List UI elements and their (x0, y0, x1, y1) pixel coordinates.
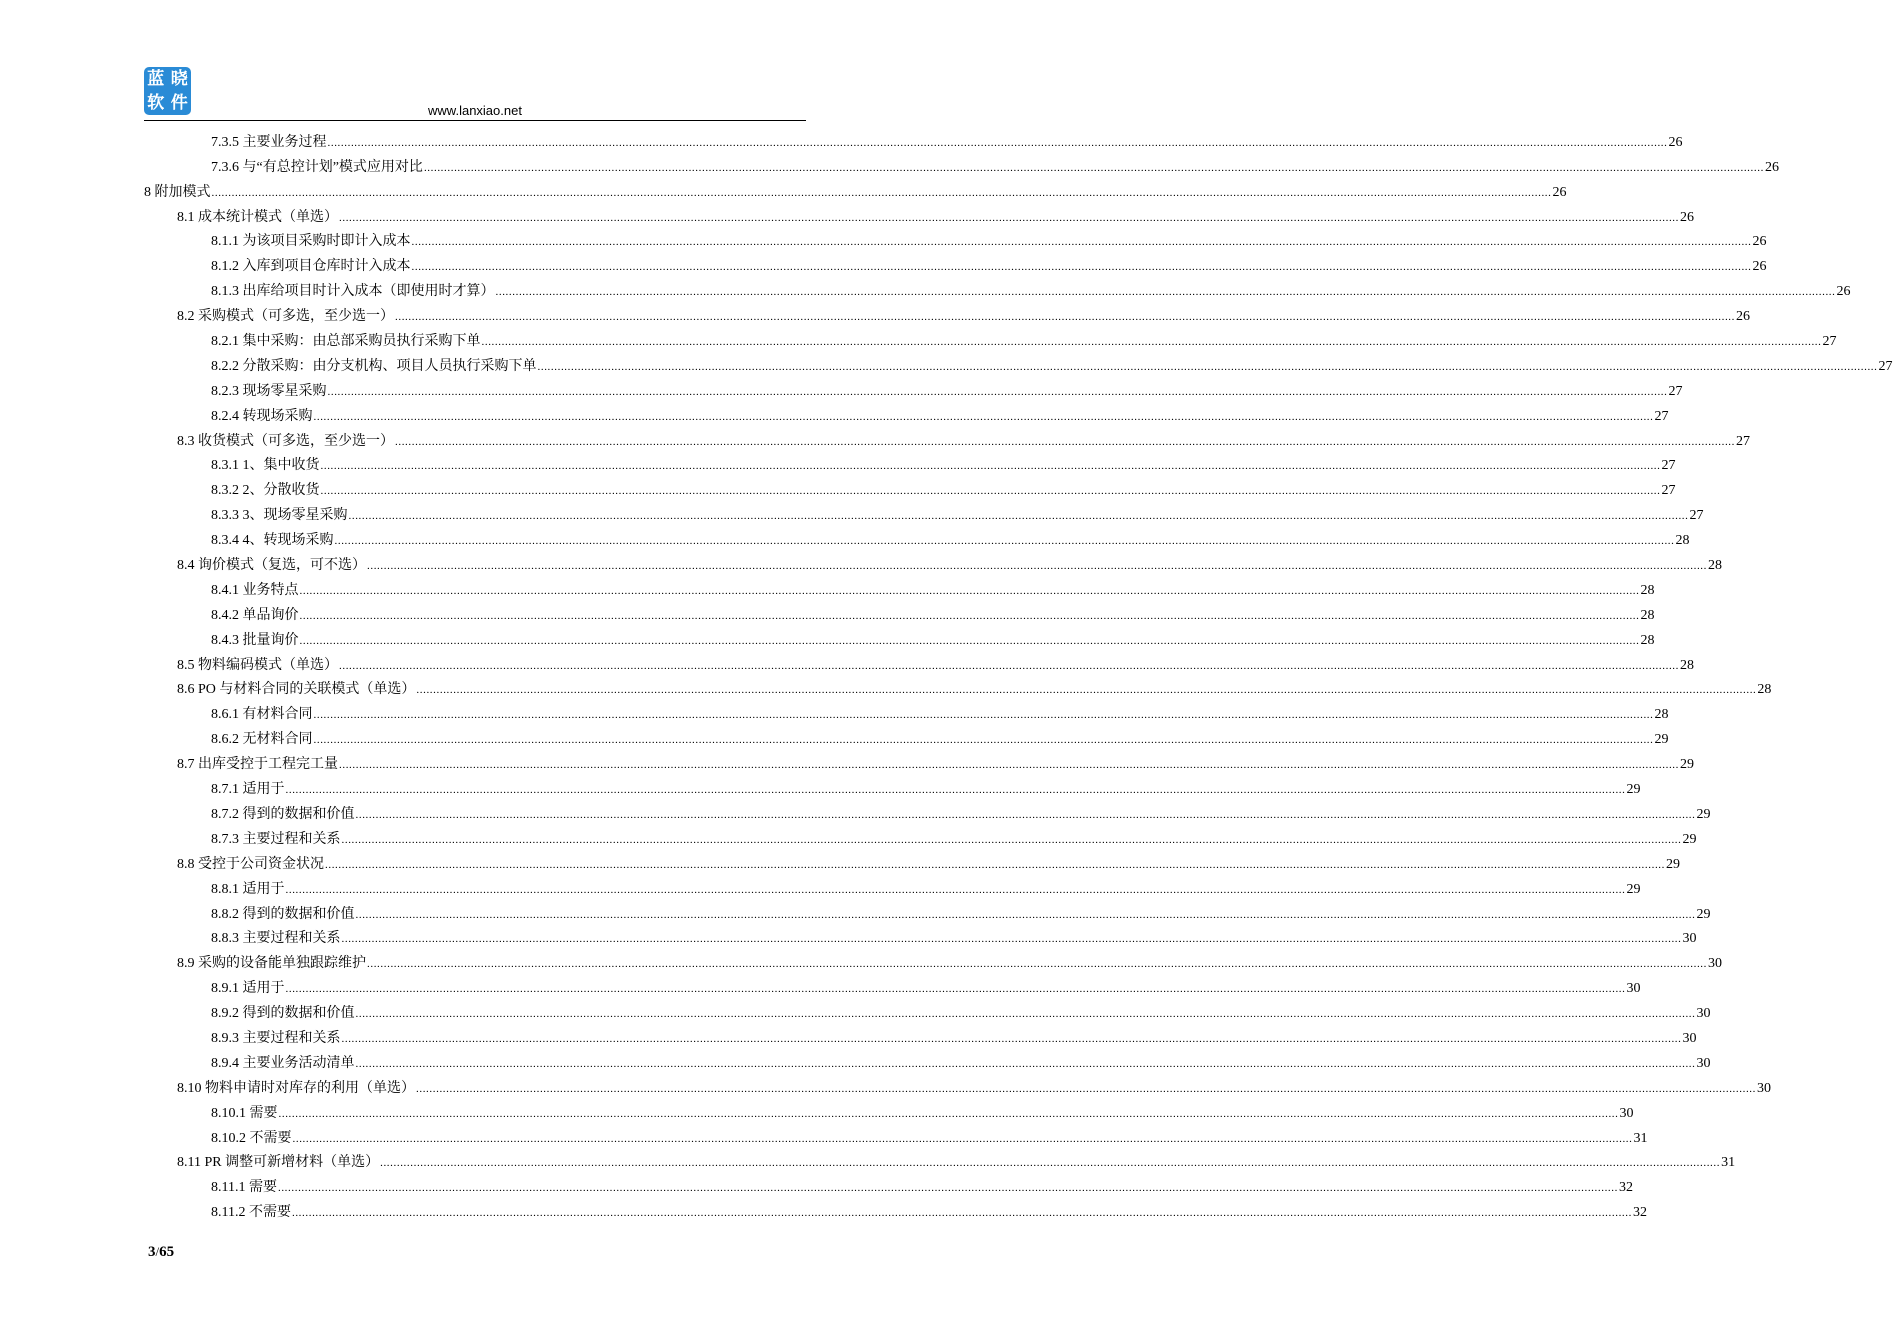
toc-entry-page: 27 (1661, 483, 1676, 499)
toc-entry-title: 7.3.5 主要业务过程 (211, 134, 327, 150)
toc-dot-leader: ................................................................................................................................................................................................................................................................................................................................................................................................................ (416, 1082, 1756, 1095)
toc-entry-page: 28 (1680, 657, 1694, 673)
toc-dot-leader: ................................................................................................................................................................................................................................................................................................................................................................................................................ (313, 734, 1654, 747)
toc-entry-title: 8.9.3 主要过程和关系 (211, 1030, 341, 1046)
toc-entry-page: 28 (1757, 682, 1772, 698)
toc-entry[interactable] (144, 973, 1641, 998)
toc-entry-page: 29 (1654, 732, 1669, 748)
toc-entry[interactable] (144, 227, 1767, 252)
toc-dot-leader: ................................................................................................................................................................................................................................................................................................................................................................................................................ (278, 1107, 1619, 1120)
page-number (148, 1244, 174, 1261)
toc-dot-leader: ................................................................................................................................................................................................................................................................................................................................................................................................................ (325, 858, 1665, 871)
toc-entry[interactable] (144, 1172, 1633, 1197)
toc-dot-leader: ................................................................................................................................................................................................................................................................................................................................................................................................................ (339, 659, 1679, 672)
toc-dot-leader: ................................................................................................................................................................................................................................................................................................................................................................................................................ (367, 958, 1707, 971)
toc-dot-leader: ................................................................................................................................................................................................................................................................................................................................................................................................................ (411, 261, 1752, 274)
toc-entry-page: 29 (1626, 881, 1641, 897)
toc-entry-page: 32 (1618, 1180, 1633, 1196)
toc-entry[interactable] (144, 351, 1893, 376)
toc-entry-page: 29 (1682, 831, 1697, 847)
toc-entry[interactable] (144, 799, 1711, 824)
toc-entry[interactable] (144, 824, 1697, 849)
toc-entry-page: 29 (1680, 757, 1694, 773)
toc-entry-page: 30 (1696, 1006, 1711, 1022)
toc-dot-leader: ................................................................................................................................................................................................................................................................................................................................................................................................................ (395, 435, 1735, 448)
toc-entry-page: 26 (1552, 184, 1567, 200)
toc-dot-leader: ................................................................................................................................................................................................................................................................................................................................................................................................................ (320, 460, 1661, 473)
toc-entry-page: 30 (1619, 1105, 1634, 1121)
toc-dot-leader: ................................................................................................................................................................................................................................................................................................................................................................................................................ (423, 161, 1764, 174)
toc-dot-leader: ................................................................................................................................................................................................................................................................................................................................................................................................................ (313, 410, 1654, 423)
toc-dot-leader: ................................................................................................................................................................................................................................................................................................................................................................................................................ (299, 609, 1640, 622)
toc-entry[interactable] (144, 251, 1767, 276)
toc-entry-title: 8.1.2 入库到项目仓库时计入成本 (211, 259, 411, 275)
toc-entry-page: 29 (1666, 856, 1680, 872)
toc-dot-leader: ................................................................................................................................................................................................................................................................................................................................................................................................................ (339, 759, 1679, 772)
toc-entry-page: 26 (1752, 234, 1767, 250)
toc-entry[interactable] (144, 1197, 1647, 1222)
toc-dot-leader: ................................................................................................................................................................................................................................................................................................................................................................................................................ (277, 1182, 1618, 1195)
toc-dot-leader: ................................................................................................................................................................................................................................................................................................................................................................................................................ (537, 360, 1878, 373)
toc-entry[interactable] (144, 152, 1779, 177)
toc-dot-leader: ................................................................................................................................................................................................................................................................................................................................................................................................................ (481, 336, 1822, 349)
toc-dot-leader: ................................................................................................................................................................................................................................................................................................................................................................................................................ (341, 833, 1682, 846)
toc-entry-page: 28 (1640, 632, 1655, 648)
toc-entry-page: 30 (1626, 981, 1641, 997)
toc-entry-page: 28 (1654, 707, 1669, 723)
toc-entry-title: 8.1.1 为该项目采购时即计入成本 (211, 234, 411, 250)
toc-entry[interactable] (144, 177, 1567, 202)
toc-entry-title: 8.2.3 现场零星采购 (211, 383, 327, 399)
current-page: 3 (148, 1244, 156, 1260)
toc-entry-title: 8.3.2 2、分散收货 (211, 483, 320, 499)
toc-entry-page: 32 (1632, 1205, 1647, 1221)
toc-entry-title: 8.3.3 3、现场零星采购 (211, 508, 348, 524)
toc-entry-title: 8.5 物料编码模式（单选） (177, 657, 338, 673)
toc-dot-leader: ................................................................................................................................................................................................................................................................................................................................................................................................................ (313, 709, 1654, 722)
toc-dot-leader: ................................................................................................................................................................................................................................................................................................................................................................................................................ (355, 908, 1696, 921)
toc-entry-title: 8.8.2 得到的数据和价值 (211, 906, 355, 922)
toc-dot-leader: ................................................................................................................................................................................................................................................................................................................................................................................................................ (355, 808, 1696, 821)
toc-entry-title: 8.7.3 主要过程和关系 (211, 831, 341, 847)
toc-entry[interactable] (144, 625, 1655, 650)
toc-entry-page: 30 (1708, 956, 1722, 972)
toc-entry[interactable] (144, 376, 1683, 401)
toc-entry-title: 8.7 出库受控于工程完工量 (177, 757, 338, 773)
toc-entry[interactable] (144, 724, 1669, 749)
toc-entry[interactable] (144, 1123, 1648, 1148)
toc-entry-page: 28 (1675, 533, 1690, 549)
toc-entry-page: 27 (1736, 433, 1750, 449)
toc-entry-page: 29 (1696, 906, 1711, 922)
toc-entry-title: 7.3.6 与“有总控计划”模式应用对比 (211, 159, 423, 175)
toc-dot-leader: ................................................................................................................................................................................................................................................................................................................................................................................................................ (285, 883, 1626, 896)
toc-entry-page: 27 (1822, 334, 1837, 350)
toc-entry[interactable] (144, 276, 1851, 301)
toc-entry-page: 26 (1764, 159, 1779, 175)
page-separator: / (155, 1244, 160, 1259)
toc-entry[interactable] (144, 675, 1772, 700)
toc-dot-leader: ................................................................................................................................................................................................................................................................................................................................................................................................................ (367, 560, 1707, 573)
toc-dot-leader: ................................................................................................................................................................................................................................................................................................................................................................................................................ (495, 286, 1836, 299)
toc-entry-page: 28 (1708, 558, 1722, 574)
toc-dot-leader: ................................................................................................................................................................................................................................................................................................................................................................................................................ (285, 784, 1626, 797)
toc-entry-title: 8.11.1 需要 (211, 1180, 277, 1196)
toc-entry-page: 27 (1654, 408, 1669, 424)
toc-entry[interactable] (144, 451, 1676, 476)
toc-dot-leader: ................................................................................................................................................................................................................................................................................................................................................................................................................ (299, 634, 1640, 647)
toc-dot-leader: ................................................................................................................................................................................................................................................................................................................................................................................................................ (411, 236, 1752, 249)
toc-entry-page: 30 (1757, 1080, 1771, 1096)
toc-entry-page: 29 (1626, 782, 1641, 798)
toc-entry-title: 8.1 成本统计模式（单选） (177, 209, 338, 225)
toc-entry[interactable] (144, 550, 1722, 575)
toc-dot-leader: ................................................................................................................................................................................................................................................................................................................................................................................................................ (348, 510, 1689, 523)
toc-entry-title: 8.7.2 得到的数据和价值 (211, 806, 355, 822)
toc-entry-page: 26 (1836, 284, 1851, 300)
toc-dot-leader: ................................................................................................................................................................................................................................................................................................................................................................................................................ (355, 1057, 1696, 1070)
toc-dot-leader: ................................................................................................................................................................................................................................................................................................................................................................................................................ (211, 186, 1552, 199)
toc-entry-title: 8.8 受控于公司资金状况 (177, 856, 324, 872)
toc-entry[interactable] (144, 874, 1641, 899)
toc-entry-title: 8.7.1 适用于 (211, 782, 285, 798)
toc-dot-leader: ................................................................................................................................................................................................................................................................................................................................................................................................................ (327, 385, 1668, 398)
toc-entry[interactable] (144, 1048, 1711, 1073)
toc-dot-leader: ................................................................................................................................................................................................................................................................................................................................................................................................................ (416, 684, 1757, 697)
toc-entry[interactable] (144, 500, 1704, 525)
toc-entry[interactable] (144, 774, 1641, 799)
toc-entry[interactable] (144, 998, 1711, 1023)
toc-dot-leader: ................................................................................................................................................................................................................................................................................................................................................................................................................ (292, 1132, 1633, 1145)
toc-entry-title: 8.8.1 适用于 (211, 881, 285, 897)
toc-dot-leader: ................................................................................................................................................................................................................................................................................................................................................................................................................ (327, 136, 1668, 149)
table-of-contents (144, 127, 1893, 1222)
toc-entry-title: 8.3 收货模式（可多选，至少选一） (177, 433, 394, 449)
toc-dot-leader: ................................................................................................................................................................................................................................................................................................................................................................................................................ (299, 584, 1640, 597)
toc-entry[interactable] (144, 650, 1694, 675)
toc-entry-title: 8.6 PO 与材料合同的关联模式（单选） (177, 682, 416, 698)
toc-entry[interactable] (144, 1148, 1736, 1173)
toc-entry-page: 28 (1640, 607, 1655, 623)
toc-entry-title: 8.2.1 集中采购：由总部采购员执行采购下单 (211, 334, 481, 350)
toc-entry[interactable] (144, 948, 1722, 973)
toc-entry-title: 8.8.3 主要过程和关系 (211, 931, 341, 947)
logo-char: 软 (147, 93, 165, 113)
toc-entry-page: 29 (1696, 806, 1711, 822)
toc-entry-title: 8.11.2 不需要 (211, 1205, 291, 1221)
toc-entry[interactable] (144, 600, 1655, 625)
toc-entry[interactable] (144, 127, 1683, 152)
toc-entry-title: 8.10.2 不需要 (211, 1130, 292, 1146)
toc-entry[interactable] (144, 326, 1837, 351)
toc-entry-page: 28 (1640, 582, 1655, 598)
toc-entry-title: 8.9.2 得到的数据和价值 (211, 1006, 355, 1022)
toc-entry-page: 27 (1878, 358, 1893, 374)
toc-entry-title: 8.3.4 4、转现场采购 (211, 533, 334, 549)
toc-entry-page: 30 (1682, 931, 1697, 947)
toc-entry[interactable] (144, 575, 1655, 600)
toc-entry[interactable] (144, 924, 1697, 949)
toc-entry-page: 26 (1668, 134, 1683, 150)
toc-entry-page: 30 (1682, 1030, 1697, 1046)
toc-dot-leader: ................................................................................................................................................................................................................................................................................................................................................................................................................ (285, 983, 1626, 996)
toc-entry-title: 8.9 采购的设备能单独跟踪维护 (177, 956, 366, 972)
logo-char: 蓝 (147, 69, 165, 89)
toc-entry[interactable] (144, 1098, 1634, 1123)
toc-entry-title: 8.2 采购模式（可多选，至少选一） (177, 309, 394, 325)
toc-entry[interactable] (144, 301, 1750, 326)
toc-dot-leader: ................................................................................................................................................................................................................................................................................................................................................................................................................ (341, 1032, 1682, 1045)
toc-entry[interactable] (144, 475, 1676, 500)
toc-dot-leader: ................................................................................................................................................................................................................................................................................................................................................................................................................ (380, 1157, 1721, 1170)
toc-entry-title: 8.4.1 业务特点 (211, 582, 299, 598)
toc-entry-title: 8.4 询价模式（复选，可不选） (177, 558, 366, 574)
toc-entry-title: 8.3.1 1、集中收货 (211, 458, 320, 474)
toc-entry-title: 8.10.1 需要 (211, 1105, 278, 1121)
toc-entry[interactable] (144, 1073, 1771, 1098)
toc-entry-page: 27 (1668, 383, 1683, 399)
toc-entry-title: 8.11 PR 调整可新增材料（单选） (177, 1155, 380, 1171)
toc-entry[interactable] (144, 699, 1669, 724)
toc-entry-page: 26 (1736, 309, 1750, 325)
toc-entry[interactable] (144, 899, 1711, 924)
toc-entry-page: 27 (1689, 508, 1704, 524)
toc-entry-title: 8.2.4 转现场采购 (211, 408, 313, 424)
logo-char: 件 (170, 93, 188, 113)
total-pages: 65 (159, 1244, 175, 1260)
toc-entry-page: 31 (1721, 1155, 1736, 1171)
toc-entry-title: 8.4.3 批量询价 (211, 632, 299, 648)
toc-dot-leader: ................................................................................................................................................................................................................................................................................................................................................................................................................ (395, 311, 1735, 324)
toc-entry-page: 30 (1696, 1055, 1711, 1071)
toc-entry-title: 8.9.4 主要业务活动清单 (211, 1055, 355, 1071)
toc-dot-leader: ................................................................................................................................................................................................................................................................................................................................................................................................................ (334, 535, 1675, 548)
toc-dot-leader: ................................................................................................................................................................................................................................................................................................................................................................................................................ (291, 1207, 1632, 1220)
toc-entry-title: 8 附加模式 (144, 184, 211, 200)
toc-entry-page: 26 (1752, 259, 1767, 275)
toc-entry[interactable] (144, 525, 1690, 550)
toc-entry[interactable] (144, 401, 1669, 426)
toc-entry[interactable] (144, 1023, 1697, 1048)
toc-entry-title: 8.9.1 适用于 (211, 981, 285, 997)
toc-dot-leader: ................................................................................................................................................................................................................................................................................................................................................................................................................ (320, 485, 1661, 498)
toc-entry-title: 8.6.2 无材料合同 (211, 732, 313, 748)
toc-entry-title: 8.1.3 出库给项目时计入成本（即使用时才算） (211, 284, 495, 300)
toc-entry-page: 31 (1633, 1130, 1648, 1146)
header-divider (144, 120, 806, 121)
toc-entry-page: 27 (1661, 458, 1676, 474)
toc-entry[interactable] (144, 749, 1694, 774)
toc-entry[interactable] (144, 202, 1694, 227)
toc-entry-title: 8.6.1 有材料合同 (211, 707, 313, 723)
toc-entry-title: 8.2.2 分散采购：由分支机构、项目人员执行采购下单 (211, 358, 537, 374)
header-url: www.lanxiao.net (428, 103, 522, 118)
toc-entry-page: 26 (1680, 209, 1694, 225)
toc-entry-title: 8.10 物料申请时对库存的利用（单选） (177, 1080, 415, 1096)
logo-char: 晓 (170, 69, 188, 89)
toc-entry[interactable] (144, 849, 1680, 874)
toc-dot-leader: ................................................................................................................................................................................................................................................................................................................................................................................................................ (339, 211, 1679, 224)
toc-entry[interactable] (144, 426, 1750, 451)
toc-dot-leader: ................................................................................................................................................................................................................................................................................................................................................................................................................ (341, 933, 1682, 946)
toc-dot-leader: ................................................................................................................................................................................................................................................................................................................................................................................................................ (355, 1008, 1696, 1021)
toc-entry-title: 8.4.2 单品询价 (211, 607, 299, 623)
